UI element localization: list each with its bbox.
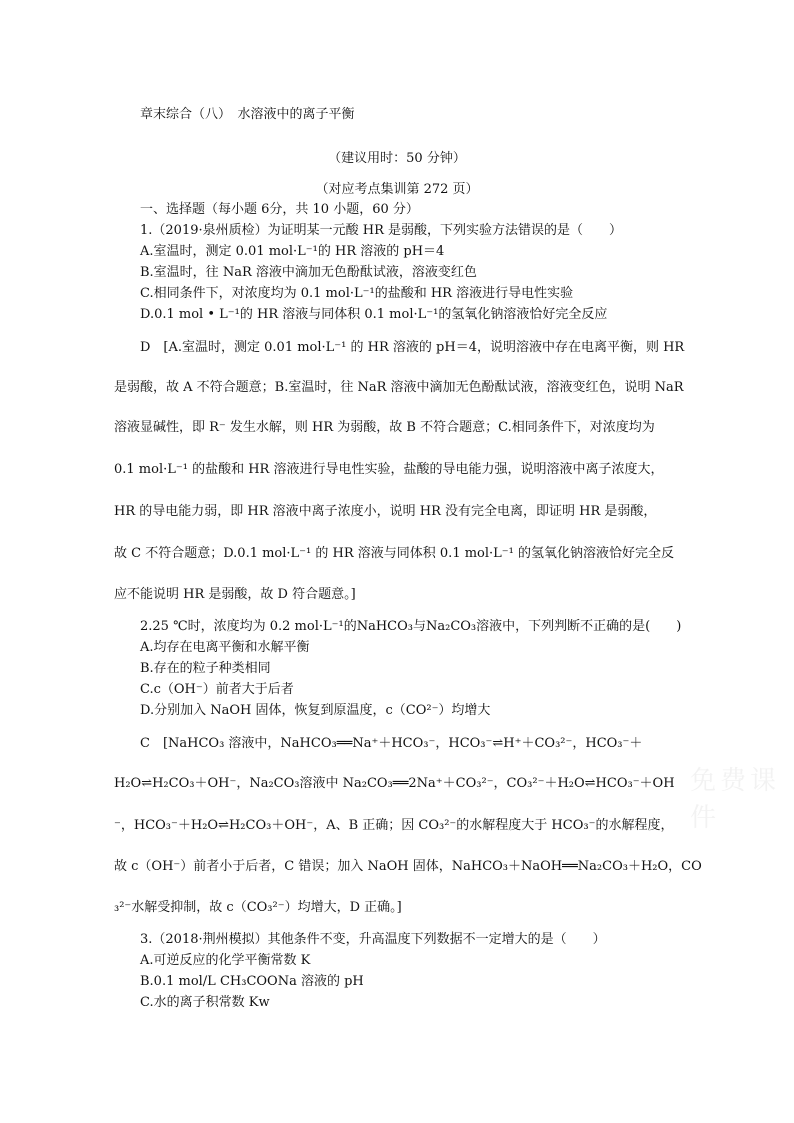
chapter-title: 章末综合（八） 水溶液中的离子平衡: [140, 107, 355, 122]
question-2-answer-line: 故 c（OH⁻）前者小于后者，C 错误；加入 NaOH 固体，NaHCO₃＋NaOH══Na₂CO₃＋H₂O，CO: [114, 859, 702, 874]
question-2-answer-line: C [NaHCO₃ 溶液中，NaHCO₃══Na⁺＋HCO₃⁻，HCO₃⁻⇌H⁺＋CO₃²⁻，HCO₃⁻＋: [140, 736, 643, 751]
question-1-answer-line: 溶液显碱性，即 R⁻ 发生水解，则 HR 为弱酸，故 B 不符合题意；C.相同条件下，对浓度均为: [114, 420, 655, 435]
watermark: 免费课件: [690, 766, 781, 833]
question-1-answer-line: 故 C 不符合题意；D.0.1 mol·L⁻¹ 的 HR 溶液与同体积 0.1 mol·L⁻¹ 的氢氧化钠溶液恰好完全反: [114, 546, 675, 561]
question-1-stem: 1.（2019·泉州质检）为证明某一元酸 HR 是弱酸，下列实验方法错误的是（ ）: [140, 223, 623, 238]
question-1-answer-line: D [A.室温时，测定 0.01 mol·L⁻¹ 的 HR 溶液的 pH＝4，说明溶液中存在电离平衡，则 HR: [140, 340, 685, 355]
question-2-answer-line: ₃²⁻水解受抑制，故 c（CO₃²⁻）均增大，D 正确。]: [114, 900, 402, 915]
suggested-time: （建议用时：50 分钟）: [328, 151, 466, 166]
question-2-option-c: C.c（OH⁻）前者大于后者: [140, 682, 294, 697]
reference-note: （对应考点集训第 272 页）: [315, 182, 479, 197]
question-1-answer-line: 应不能说明 HR 是弱酸，故 D 符合题意。]: [114, 587, 356, 602]
question-2-answer-line: ⁻，HCO₃⁻＋H₂O⇌H₂CO₃＋OH⁻，A、B 正确；因 CO₃²⁻的水解程度大于 HCO₃⁻的水解程度，: [114, 818, 674, 833]
question-1-option-a: A.室温时，测定 0.01 mol·L⁻¹的 HR 溶液的 pH＝4: [140, 244, 445, 259]
question-1-answer-line: 是弱酸，故 A 不符合题意；B.室温时，往 NaR 溶液中滴加无色酚酞试液，溶液变红色，说明 NaR: [114, 380, 684, 395]
question-1-option-b: B.室温时，往 NaR 溶液中滴加无色酚酞试液，溶液变红色: [140, 265, 477, 280]
question-1-option-c: C.相同条件下，对浓度均为 0.1 mol·L⁻¹的盐酸和 HR 溶液进行导电性实验: [140, 286, 574, 301]
question-3-option-b: B.0.1 mol/L CH₃COONa 溶液的 pH: [140, 974, 364, 989]
question-2-option-b: B.存在的粒子种类相同: [140, 661, 271, 676]
question-1-option-d: D.0.1 mol • L⁻¹的 HR 溶液与同体积 0.1 mol·L⁻¹的氢氧化钠溶液恰好完全反应: [140, 307, 608, 322]
question-1-answer-line: 0.1 mol·L⁻¹ 的盐酸和 HR 溶液进行导电性实验，盐酸的导电能力强，说明溶液中离子浓度大，: [114, 462, 664, 477]
question-3-option-c: C.水的离子积常数 Kw: [140, 995, 270, 1010]
question-2-stem: 2.25 ℃时，浓度均为 0.2 mol·L⁻¹的NaHCO₃与Na₂CO₃溶液中，下列判断不正确的是( ): [140, 619, 682, 634]
question-1-answer-line: HR 的导电能力弱，即 HR 溶液中离子浓度小，说明 HR 没有完全电离，即证明 HR 是弱酸，: [114, 504, 657, 519]
section-heading: 一、选择题（每小题 6分，共 10 小题，60 分）: [140, 202, 419, 217]
question-3-stem: 3.（2018·荆州模拟）其他条件不变，升高温度下列数据不一定增大的是（ ）: [140, 932, 606, 947]
question-2-option-d: D.分别加入 NaOH 固体，恢复到原温度，c（CO²⁻）均增大: [140, 703, 491, 718]
question-2-answer-line: H₂O⇌H₂CO₃＋OH⁻，Na₂CO₃溶液中 Na₂CO₃══2Na⁺＋CO₃²⁻，CO₃²⁻＋H₂O⇌HCO₃⁻＋OH: [114, 776, 675, 791]
question-2-option-a: A.均存在电离平衡和水解平衡: [140, 640, 310, 655]
question-3-option-a: A.可逆反应的化学平衡常数 K: [140, 953, 311, 968]
